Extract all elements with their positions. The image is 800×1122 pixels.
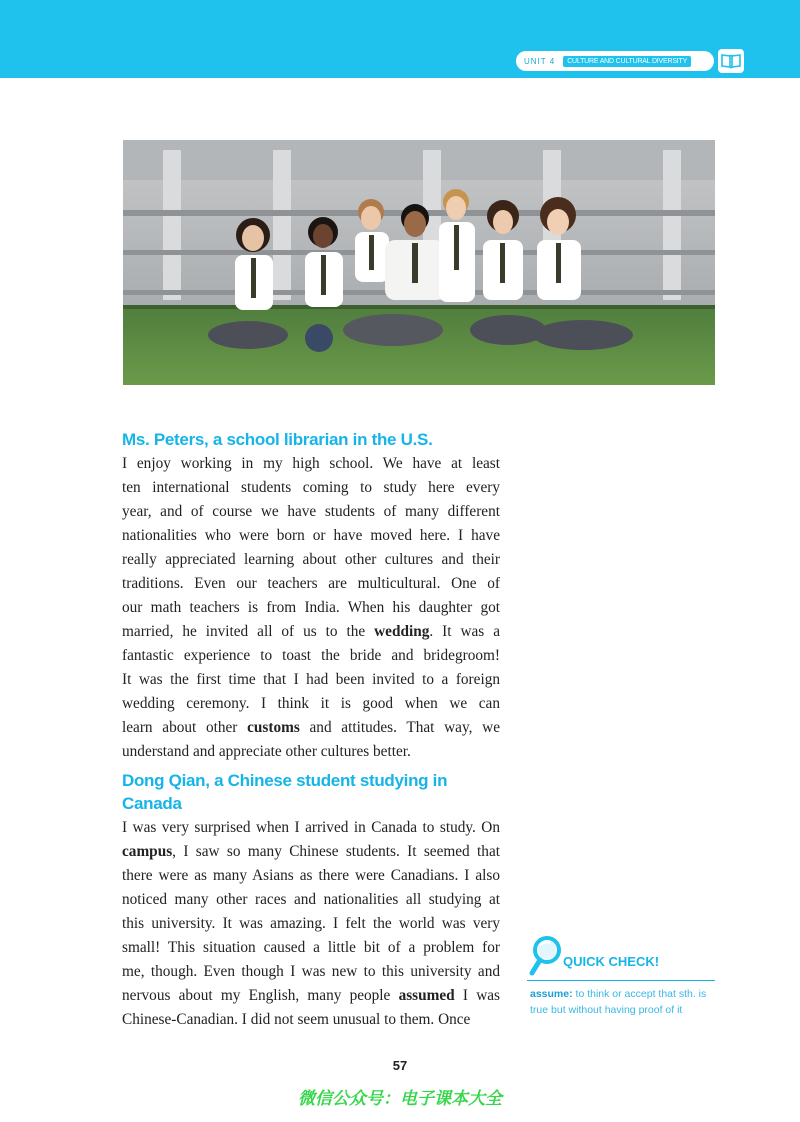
text-run: It was the first time that I had been invited to a foreign (122, 671, 500, 688)
text-line (122, 476, 500, 500)
text-line (122, 548, 500, 572)
text-line (122, 500, 500, 524)
key-word: assumed (398, 987, 455, 1004)
text-run: noticed many other races and nationalities all studying at (122, 891, 500, 908)
quick-check-definition-text: to think or accept that sth. is true but without having proof of it (530, 988, 707, 1016)
paragraph-student (122, 816, 500, 1032)
divider (527, 980, 715, 981)
text-run: and attitudes. That way, we (299, 719, 500, 736)
text-line (122, 644, 500, 668)
text-line (122, 936, 500, 960)
text-line (122, 668, 500, 692)
text-run: really appreciated learning about other cultures and their (122, 551, 500, 568)
quick-check-title: QUICK CHECK! (563, 954, 660, 969)
section-heading-line: Dong Qian, a Chinese student studying in (122, 771, 448, 790)
text-run: I enjoy working in my high school. We have at least (122, 455, 500, 472)
section-heading-line: Canada (122, 794, 182, 813)
text-run: I was very surprised when I arrived in Canada to study. On (122, 819, 500, 836)
text-line (122, 620, 500, 644)
unit-title: CULTURE AND CULTURAL DIVERSITY (563, 56, 691, 67)
key-word: wedding (374, 623, 430, 640)
text-line (122, 816, 500, 840)
text-line (122, 716, 500, 740)
page-number: 57 (392, 1058, 408, 1073)
text-line (122, 984, 500, 1008)
open-book-icon (718, 49, 744, 73)
key-word: campus (122, 843, 173, 860)
text-run: wedding ceremony. I think it is good when we can (122, 695, 500, 712)
text-run: married, he invited all of us to the (122, 623, 375, 640)
text-run: , I saw so many Chinese students. It seemed that (172, 843, 500, 860)
quick-check-term: assume: (530, 988, 573, 1000)
quick-check-definition (530, 986, 720, 1018)
text-run: ten international students coming to study here every (122, 479, 500, 496)
section-heading-librarian: Ms. Peters, a school librarian in the U.S. (122, 430, 433, 449)
text-line (122, 452, 500, 476)
text-run: there were as many Asians as there were Canadians. I also (122, 867, 500, 884)
text-line (122, 960, 500, 984)
text-run: fantastic experience to toast the bride and bridegroom! (122, 647, 500, 664)
key-word: customs (247, 719, 300, 736)
text-line (122, 596, 500, 620)
text-line (122, 888, 500, 912)
magnifier-icon (527, 935, 567, 979)
text-run: understand and appreciate other cultures better. (122, 743, 411, 760)
unit-tag (516, 51, 714, 71)
text-line (122, 572, 500, 596)
text-run: our math teachers is from India. When his daughter got (122, 599, 500, 616)
text-line (122, 740, 500, 764)
text-run: learn about other (122, 719, 248, 736)
text-run: Chinese-Canadian. I did not seem unusual to them. Once (122, 1011, 471, 1028)
text-run: nationalities who were born or have moved here. I have (122, 527, 500, 544)
text-line (122, 524, 500, 548)
text-line (122, 1008, 500, 1032)
text-run: I was (454, 987, 500, 1004)
text-run: nervous about my English, many people (122, 987, 399, 1004)
paragraph-librarian (122, 452, 500, 764)
students-group-photo (123, 140, 715, 385)
text-run: year, and of course we have students of many different (122, 503, 500, 520)
text-line (122, 912, 500, 936)
text-line (122, 692, 500, 716)
section-heading-student (122, 769, 502, 815)
text-run: me, though. Even though I was new to this university and (122, 963, 500, 980)
text-run: . It was a (429, 623, 500, 640)
text-line (122, 864, 500, 888)
text-run: traditions. Even our teachers are multicultural. One of (122, 575, 500, 592)
text-run: small! This situation caused a little bit of a problem for (122, 939, 500, 956)
text-line (122, 840, 500, 864)
unit-label: UNIT 4 (524, 56, 556, 66)
watermark: 微信公众号：电子课本大全 (298, 1089, 502, 1109)
text-run: this university. It was amazing. I felt the world was very (122, 915, 500, 932)
